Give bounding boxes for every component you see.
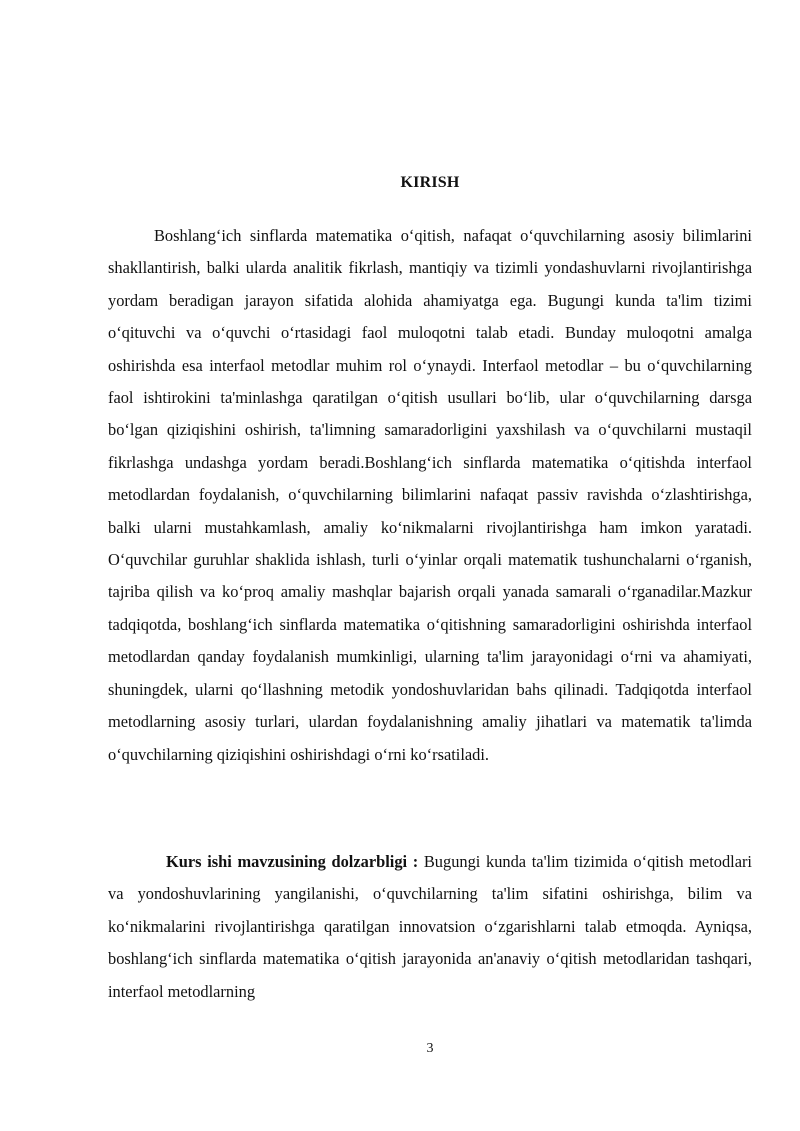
section-title: KIRISH (400, 174, 460, 191)
relevance-text: Bugungi kunda ta'lim tizimida o‘qitish metodlari va yondoshuvlarining yangilanishi, o‘quvchilarning ta'lim sifatini oshirishga, bilim va ko‘nikmalarini rivojlantirishga qaratilgan innovatsion o‘zgarishlarni talab etmoqda. Ayniqsa, boshlang‘ich sinflarda matematika o‘qitish jarayonida an'anaviy o‘qitish metodlaridan tashqari, interfaol metodlarning (108, 852, 752, 1001)
relevance-paragraph (108, 846, 752, 1008)
relevance-heading: Kurs ishi mavzusining dolzarbligi : (166, 852, 419, 871)
intro-paragraph: Boshlang‘ich sinflarda matematika o‘qitish, nafaqat o‘quvchilarning asosiy bilimlarini shakllantirish, balki ularda analitik fikrlash, mantiqiy va tizimli yondashuvlarni rivojlantirishga yordam beradigan jarayon sifatida alohida ahamiyatga ega. Bugungi kunda ta'lim tizimi o‘qituvchi va o‘quvchi o‘rtasidagi faol muloqotni talab etadi. Bunday muloqotni amalga oshirishda esa interfaol metodlar muhim rol o‘ynaydi. Interfaol metodlar – bu o‘quvchilarning faol ishtirokini ta'minlashga qaratilgan o‘qitish usullari bo‘lib, ular o‘quvchilarning darsga bo‘lgan qiziqishini oshirish, ta'limning samaradorligini yaxshilash va o‘quvchilarni mustaqil fikrlashga undashga yordam beradi.Boshlang‘ich sinflarda matematika o‘qitishda interfaol metodlardan foydalanish, o‘quvchilarning bilimlarini nafaqat passiv ravishda o‘zlashtirishga, balki ularni mustahkamlash, amaliy ko‘nikmalarni rivojlantirishga ham imkon yaratadi. O‘quvchilar guruhlar shaklida ishlash, turli o‘yinlar orqali matematik tushunchalarni o‘rganish, tajriba qilish va ko‘proq amaliy mashqlar bajarish orqali yanada samarali o‘rganadilar.Mazkur tadqiqotda, boshlang‘ich sinflarda matematika o‘qitishning samaradorligini oshirishda interfaol metodlardan qanday foydalanish mumkinligi, ularning ta'lim jarayonidagi o‘rni va ahamiyati, shuningdek, ularni qo‘llashning metodik yondoshuvlaridan bahs qilinadi. Tadqiqotda interfaol metodlarning asosiy turlari, ulardan foydalanishning amaliy jihatlari va matematik ta'limda o‘quvchilarning qiziqishini oshirishdagi o‘rni ko‘rsatiladi. (108, 226, 752, 764)
page-number: 3 (426, 1041, 434, 1056)
